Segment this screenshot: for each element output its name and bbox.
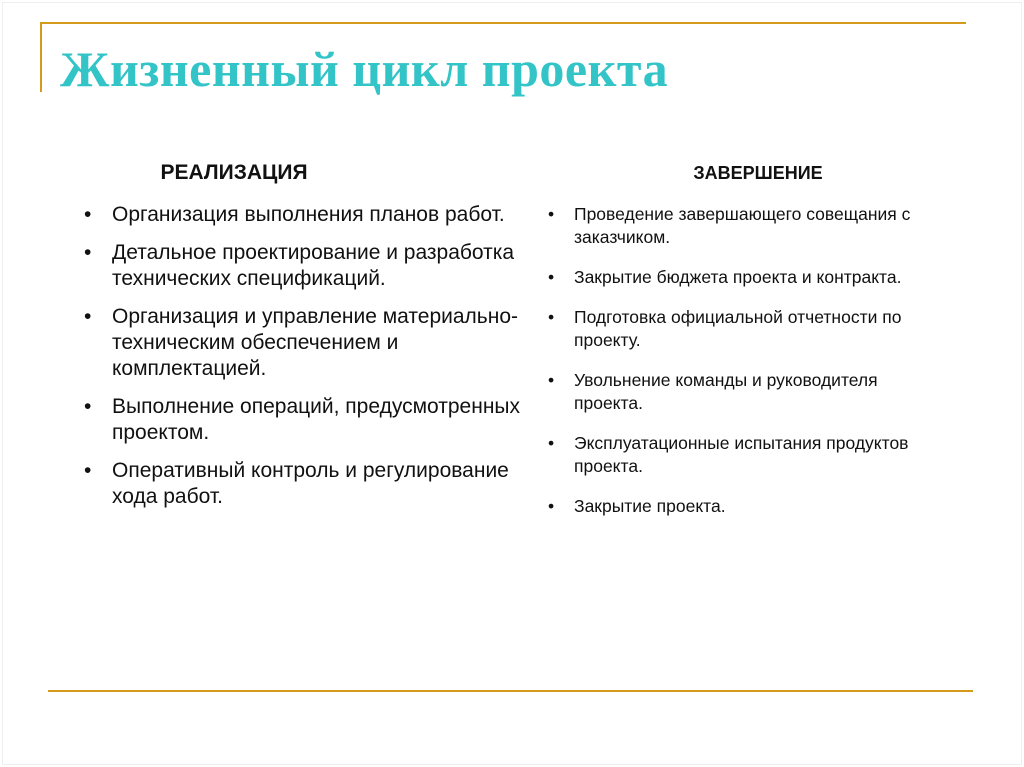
list-item: • Организация и управление материально-техническим обеспечением и комплектацией.	[84, 304, 524, 382]
bullet-list	[84, 202, 524, 510]
list-item: • Эксплуатационные испытания продуктов проекта.	[548, 432, 948, 478]
left-rule	[40, 22, 42, 92]
list-item: • Закрытие бюджета проекта и контракта.	[548, 266, 948, 289]
realization-column	[84, 160, 524, 522]
top-rule	[40, 22, 966, 24]
completion-column	[548, 162, 948, 535]
list-item: • Увольнение команды и руководителя проекта.	[548, 369, 948, 415]
slide-title: Жизненный цикл проекта	[60, 41, 669, 97]
list-item: • Оперативный контроль и регулирование хода работ.	[84, 458, 524, 510]
list-item: • Подготовка официальной отчетности по проекту.	[548, 306, 948, 352]
list-item: • Организация выполнения планов работ.	[84, 202, 524, 228]
column-heading: РЕАЛИЗАЦИЯ	[160, 161, 308, 184]
list-item: • Закрытие проекта.	[548, 495, 948, 518]
bullet-list	[548, 203, 948, 518]
list-item: • Детальное проектирование и разработка технических спецификаций.	[84, 240, 524, 292]
bottom-rule	[48, 690, 973, 692]
list-item: • Выполнение операций, предусмотренных проектом.	[84, 394, 524, 446]
list-item: • Проведение завершающего совещания с заказчиком.	[548, 203, 948, 249]
column-heading: ЗАВЕРШЕНИЕ	[693, 163, 823, 183]
